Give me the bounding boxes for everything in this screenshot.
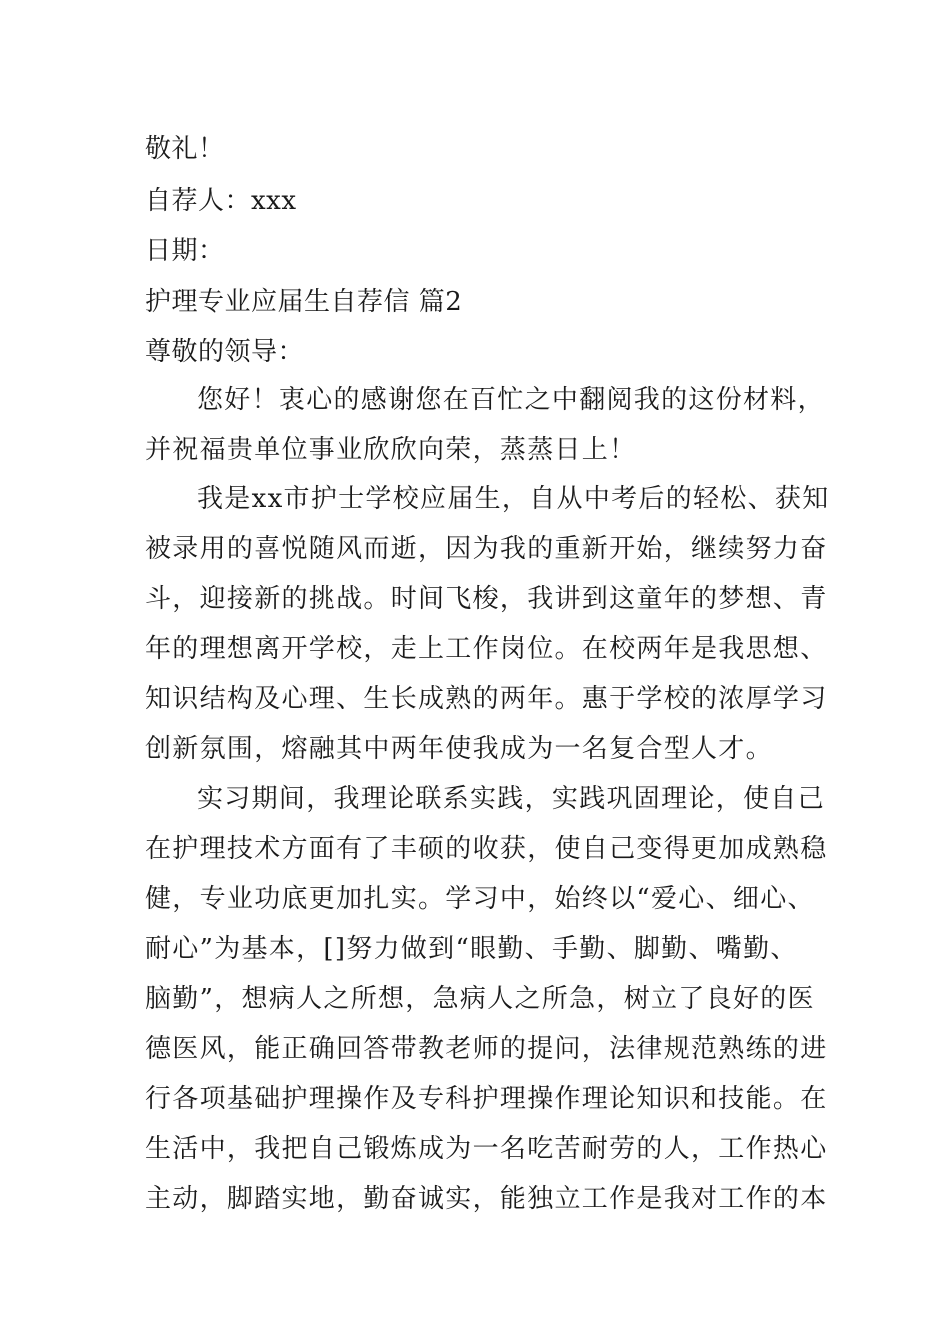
paragraph-line: 耐心”为基本，[]努力做到“眼勤、手勤、脚勤、嘴勤、	[145, 934, 798, 964]
paragraph-line: 并祝福贵单位事业欣欣向荣，蒸蒸日上！	[145, 435, 637, 465]
paragraph-line: 健，专业功底更加扎实。学习中，始终以“爱心、细心、	[145, 884, 815, 914]
signature-line: 自荐人：xxx	[145, 186, 297, 216]
paragraph-line: 生活中，我把自己锻炼成为一名吃苦耐劳的人，工作热心	[145, 1134, 828, 1164]
paragraph-line: 行各项基础护理操作及专科护理操作理论知识和技能。在	[145, 1084, 828, 1114]
paragraph-line: 脑勤”，想病人之所想，急病人之所急，树立了良好的医	[145, 984, 815, 1014]
salutation: 尊敬的领导：	[145, 337, 305, 367]
paragraph-line: 知识结构及心理、生长成熟的两年。惠于学校的浓厚学习	[145, 684, 828, 714]
section-title: 护理专业应届生自荐信 篇2	[145, 287, 463, 317]
paragraph-line: 创新氛围，熔融其中两年使我成为一名复合型人才。	[145, 734, 773, 764]
paragraph-line: 我是xx市护士学校应届生，自从中考后的轻松、获知	[197, 484, 830, 514]
date-label: 日期：	[145, 236, 225, 266]
paragraph-line: 主动，脚踏实地，勤奋诚实，能独立工作是我对工作的本	[145, 1184, 828, 1214]
closing-line: 敬礼！	[145, 134, 225, 164]
paragraph-line: 斗，迎接新的挑战。时间飞梭，我讲到这童年的梦想、青	[145, 584, 828, 614]
paragraph-line: 实习期间，我理论联系实践，实践巩固理论，使自己	[197, 784, 825, 814]
paragraph-line: 年的理想离开学校，走上工作岗位。在校两年是我思想、	[145, 634, 828, 664]
paragraph-line: 在护理技术方面有了丰硕的收获，使自己变得更加成熟稳	[145, 834, 828, 864]
paragraph-line: 您好！衷心的感谢您在百忙之中翻阅我的这份材料，	[197, 385, 825, 415]
paragraph-line: 被录用的喜悦随风而逝，因为我的重新开始，继续努力奋	[145, 534, 828, 564]
paragraph-line: 德医风，能正确回答带教老师的提问，法律规范熟练的进	[145, 1034, 828, 1064]
